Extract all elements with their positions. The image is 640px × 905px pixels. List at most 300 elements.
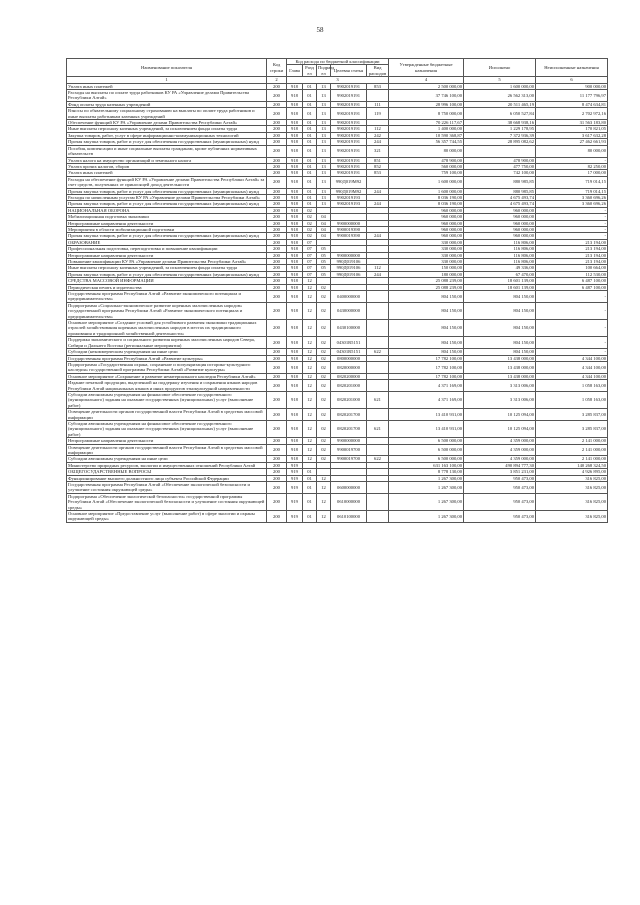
table-row (67, 188, 608, 194)
table-row (67, 259, 608, 265)
cell-approved: 631 163 100,00 (389, 462, 464, 468)
cell-unexecuted: 2 141 000,00 (536, 456, 608, 462)
cell-chapter: 918 (287, 207, 303, 213)
cell-unexecuted: 8 474 634,81 (536, 101, 608, 107)
cell-approved: 960 000,00 (389, 226, 464, 232)
cell-section: 01 (303, 101, 317, 107)
cell-type: 244 (367, 201, 389, 207)
cell-chapter: 918 (287, 108, 303, 120)
cell-target: 9900019390 (331, 226, 367, 232)
cell-code: 200 (267, 201, 287, 207)
cell-type: 852 (367, 163, 389, 169)
cell-section: 12 (303, 278, 317, 284)
col-number: 1 (67, 77, 267, 83)
cell-subsection: 12 (317, 511, 331, 523)
cell-code: 200 (267, 101, 287, 107)
cell-executed: 804 150,00 (464, 320, 536, 337)
cell-executed: 880 985,85 (464, 176, 536, 188)
header-budget-code: Код расхода по бюджетной классификации (287, 59, 389, 65)
cell-subsection: 13 (317, 90, 331, 102)
cell-subsection: 13 (317, 163, 331, 169)
cell-code: 200 (267, 139, 287, 145)
cell-approved: 1 600 000,00 (389, 176, 464, 188)
cell-code: 200 (267, 271, 287, 277)
header-subsection: Подразд ел (318, 65, 335, 76)
cell-code: 200 (267, 176, 287, 188)
cell-type: 244 (367, 271, 389, 277)
cell-code: 200 (267, 233, 287, 239)
cell-executed: 477 750,00 (464, 163, 536, 169)
cell-approved: 6 500 000,00 (389, 444, 464, 456)
col-number: 3 (287, 77, 389, 83)
cell-section: 01 (303, 145, 317, 157)
cell-unexecuted: 316 825,00 (536, 493, 608, 510)
cell-subsection: 02 (317, 302, 331, 319)
cell-executed: 4 359 000,00 (464, 438, 536, 444)
cell-subsection: 13 (317, 120, 331, 126)
cell-code: 200 (267, 493, 287, 510)
cell-subsection: 02 (317, 444, 331, 456)
cell-executed: 960 000,00 (464, 214, 536, 220)
cell-code: 200 (267, 320, 287, 337)
cell-chapter: 918 (287, 220, 303, 226)
cell-code: 200 (267, 207, 287, 213)
cell-subsection: 13 (317, 145, 331, 157)
table-row (67, 265, 608, 271)
cell-executed: 950 473,00 (464, 482, 536, 494)
cell-chapter: 918 (287, 252, 303, 258)
table-row (67, 456, 608, 462)
cell-name: Государственная программа Республики Алтай «Развитие культуры» (67, 355, 267, 361)
cell-section: 02 (303, 207, 317, 213)
col-number: 6 (536, 77, 608, 83)
cell-approved: 17 782 100,00 (389, 373, 464, 379)
cell-unexecuted: 2 702 972,16 (536, 108, 608, 120)
table-row (67, 409, 608, 421)
cell-target: 0820201000 (331, 380, 367, 392)
cell-chapter: 918 (287, 373, 303, 379)
cell-chapter: 919 (287, 469, 303, 475)
cell-approved: 759 100,00 (389, 170, 464, 176)
cell-unexecuted: - (536, 233, 608, 239)
cell-chapter: 918 (287, 355, 303, 361)
cell-type: 621 (367, 391, 389, 408)
cell-code: 200 (267, 482, 287, 494)
cell-target: 0820201700 (331, 409, 367, 421)
cell-type: 853 (367, 170, 389, 176)
cell-subsection: 13 (317, 157, 331, 163)
cell-approved: 330 000,00 (389, 246, 464, 252)
cell-target: 9902019193 (331, 194, 367, 200)
cell-type (367, 511, 389, 523)
cell-section: 01 (303, 157, 317, 163)
cell-chapter: 918 (287, 201, 303, 207)
cell-approved: 17 782 100,00 (389, 355, 464, 361)
cell-section: 01 (303, 511, 317, 523)
cell-code: 200 (267, 409, 287, 421)
cell-subsection: 13 (317, 108, 331, 120)
cell-chapter: 919 (287, 482, 303, 494)
cell-target: 0820201700 (331, 420, 367, 437)
cell-executed: 13 438 000,00 (464, 361, 536, 373)
cell-approved: 80 000,00 (389, 145, 464, 157)
cell-section: 12 (303, 438, 317, 444)
cell-type: 321 (367, 145, 389, 157)
table-row (67, 420, 608, 437)
cell-subsection: 02 (317, 391, 331, 408)
cell-unexecuted: 1 058 163,00 (536, 380, 608, 392)
cell-section: 12 (303, 302, 317, 319)
cell-section: 12 (303, 349, 317, 355)
cell-unexecuted: 316 825,00 (536, 482, 608, 494)
cell-executed: 960 000,00 (464, 220, 536, 226)
cell-approved: 17 782 100,00 (389, 361, 464, 373)
table-row (67, 438, 608, 444)
cell-chapter: 918 (287, 226, 303, 232)
table-row (67, 233, 608, 239)
cell-name: Расходы по начисленным услугам КУ РА «Управление делами Правительства Республики Алтай» (67, 194, 267, 200)
cell-name: Мобилизационная подготовка экономики (67, 214, 267, 220)
cell-subsection: 04 (317, 226, 331, 232)
cell-executed: 804 150,00 (464, 302, 536, 319)
table-row (67, 302, 608, 319)
cell-target: 9900000000 (331, 220, 367, 226)
cell-target: 0610100000 (331, 511, 367, 523)
table-row (67, 108, 608, 120)
cell-name: Прочая закупка товаров, работ и услуг для обеспечения государственных (муниципальных) нужд (67, 201, 267, 207)
cell-target: 9902019193 (331, 201, 367, 207)
cell-executed: 960 000,00 (464, 233, 536, 239)
cell-executed: 4 359 000,00 (464, 444, 536, 456)
cell-name: Прочая закупка товаров, работ и услуг для обеспечения государственных (муниципальных) нужд (67, 233, 267, 239)
cell-code: 200 (267, 361, 287, 373)
cell-code: 200 (267, 355, 287, 361)
cell-executed: 742 100,00 (464, 170, 536, 176)
cell-name: Обеспечение функций КУ РА «Управление делами Правительства Республики Алтай» (67, 120, 267, 126)
cell-code: 200 (267, 163, 287, 169)
cell-code: 200 (267, 469, 287, 475)
header-name: Наименование показателя (67, 59, 267, 77)
table-row (67, 220, 608, 226)
cell-name: Министерство природных ресурсов, экологии и имущественных отношений Республики Алтай (67, 462, 267, 468)
cell-name: Основное мероприятие «Сохранение и развитие нематериального наследия Республики Алтай» (67, 373, 267, 379)
cell-code: 200 (267, 194, 287, 200)
cell-section: 01 (303, 120, 317, 126)
table-row (67, 291, 608, 303)
cell-unexecuted: - (536, 320, 608, 337)
cell-approved: 330 000,00 (389, 239, 464, 245)
cell-type (367, 291, 389, 303)
cell-subsection: 12 (317, 482, 331, 494)
table-row (67, 201, 608, 207)
cell-unexecuted: 719 014,15 (536, 176, 608, 188)
cell-section: 01 (303, 126, 317, 132)
cell-chapter: 918 (287, 271, 303, 277)
cell-name: Прочая закупка товаров, работ и услуг для обеспечения государственных (муниципальных) нужд (67, 188, 267, 194)
cell-subsection: 04 (317, 214, 331, 220)
cell-chapter: 918 (287, 157, 303, 163)
cell-unexecuted: 1 058 163,00 (536, 391, 608, 408)
cell-executed: 490 894 777,30 (464, 462, 536, 468)
cell-approved: 8 778 130,00 (389, 469, 464, 475)
cell-target: 9900019700 (331, 456, 367, 462)
cell-chapter: 918 (287, 456, 303, 462)
cell-name: Иные выплаты персоналу казенных учреждений, за исключением фонда оплаты труда (67, 126, 267, 132)
cell-name: Функционирование высшего должностного лица субъекта Российской Федерации (67, 475, 267, 481)
cell-type (367, 176, 389, 188)
cell-section: 12 (303, 456, 317, 462)
cell-executed: 960 000,00 (464, 207, 536, 213)
cell-name: Уплата иных платежей (67, 170, 267, 176)
cell-name: Непрограммные направления деятельности (67, 252, 267, 258)
cell-executed: 804 150,00 (464, 349, 536, 355)
cell-executed: 116 806,00 (464, 246, 536, 252)
cell-subsection: 05 (317, 252, 331, 258)
cell-executed: 38 668 938,16 (464, 120, 536, 126)
cell-unexecuted: 6 487 100,00 (536, 284, 608, 290)
header-approved: Утвержденные бюджетные назначения (389, 59, 464, 77)
cell-section: 01 (303, 83, 317, 89)
cell-code: 200 (267, 83, 287, 89)
cell-name: Освещение деятельности органов государственной власти Республики Алтай в средствах массовой информации (67, 444, 267, 456)
cell-chapter: 918 (287, 320, 303, 337)
cell-section: 02 (303, 226, 317, 232)
cell-approved: 8 036 190,00 (389, 194, 464, 200)
cell-name: НАЦИОНАЛЬНАЯ ОБОРОНА (67, 207, 267, 213)
cell-type: 111 (367, 101, 389, 107)
cell-chapter: 918 (287, 349, 303, 355)
cell-type: 242 (367, 132, 389, 138)
cell-chapter: 918 (287, 83, 303, 89)
cell-chapter: 918 (287, 145, 303, 157)
cell-section: 01 (303, 493, 317, 510)
cell-type: 622 (367, 349, 389, 355)
cell-approved: 56 357 744,55 (389, 139, 464, 145)
cell-unexecuted: 17 000,00 (536, 170, 608, 176)
cell-subsection: 02 (317, 291, 331, 303)
cell-approved: 330 000,00 (389, 252, 464, 258)
table-row (67, 380, 608, 392)
cell-chapter: 918 (287, 265, 303, 271)
table-body (67, 83, 608, 522)
cell-approved: 180 000,00 (389, 271, 464, 277)
cell-approved: 37 746 100,00 (389, 90, 464, 102)
table-row (67, 271, 608, 277)
cell-executed (464, 145, 536, 157)
cell-executed: 3 313 006,00 (464, 391, 536, 408)
cell-section: 01 (303, 132, 317, 138)
cell-executed: 950 473,00 (464, 475, 536, 481)
cell-section: 01 (303, 201, 317, 207)
cell-chapter: 919 (287, 493, 303, 510)
cell-section: 07 (303, 271, 317, 277)
cell-section: 01 (303, 108, 317, 120)
cell-name: СРЕДСТВА МАССОВОЙ ИНФОРМАЦИИ (67, 278, 267, 284)
cell-name: Подпрограмма «Социально-экономическое развитие коренных малочисленных народов» государственной программы Республики Алтай «Развитие экономического потенциала и предпринимательства» (67, 302, 267, 319)
cell-chapter: 918 (287, 188, 303, 194)
cell-unexecuted: - (536, 226, 608, 232)
cell-subsection: 13 (317, 132, 331, 138)
cell-code: 200 (267, 456, 287, 462)
cell-unexecuted: - (536, 349, 608, 355)
cell-target: 9902019191 (331, 170, 367, 176)
cell-subsection: 13 (317, 101, 331, 107)
cell-executed: 950 473,00 (464, 493, 536, 510)
cell-unexecuted: 2 141 000,00 (536, 438, 608, 444)
cell-code: 200 (267, 302, 287, 319)
cell-chapter: 918 (287, 246, 303, 252)
cell-unexecuted: 213 194,00 (536, 259, 608, 265)
cell-chapter: 918 (287, 259, 303, 265)
cell-code: 200 (267, 265, 287, 271)
cell-executed: 880 985,85 (464, 188, 536, 194)
cell-name: Расходы на выплаты по оплате труда работников КУ РА «Управление делами Правительства Республики Алтай» (67, 90, 267, 102)
cell-name: Прочая закупка товаров, работ и услуг для обеспечения государственных (муниципальных) нужд (67, 139, 267, 145)
cell-chapter: 918 (287, 444, 303, 456)
cell-section: 12 (303, 420, 317, 437)
cell-subsection: 05 (317, 265, 331, 271)
cell-section: 12 (303, 373, 317, 379)
cell-executed: 1 229 178,95 (464, 126, 536, 132)
cell-section: 01 (303, 163, 317, 169)
cell-code: 200 (267, 475, 287, 481)
cell-unexecuted: 316 825,00 (536, 511, 608, 523)
cell-code: 200 (267, 278, 287, 284)
cell-subsection: 02 (317, 380, 331, 392)
cell-type (367, 482, 389, 494)
cell-unexecuted: 140 268 324,50 (536, 462, 608, 468)
cell-approved: 8 750 000,00 (389, 108, 464, 120)
cell-approved: 150 000,00 (389, 265, 464, 271)
cell-executed: 4 675 493,74 (464, 194, 536, 200)
cell-target: 0400000000 (331, 291, 367, 303)
cell-target: 0820000000 (331, 361, 367, 373)
cell-executed: 49 336,00 (464, 265, 536, 271)
cell-section: 07 (303, 252, 317, 258)
cell-code: 200 (267, 462, 287, 468)
cell-code: 200 (267, 391, 287, 408)
cell-section: 01 (303, 139, 317, 145)
cell-approved: 8 036 190,00 (389, 201, 464, 207)
table-row (67, 373, 608, 379)
cell-unexecuted: - (536, 302, 608, 319)
cell-executed: 10 125 094,00 (464, 420, 536, 437)
cell-chapter: 918 (287, 126, 303, 132)
table-row (67, 444, 608, 456)
cell-code: 200 (267, 226, 287, 232)
cell-unexecuted: - (536, 157, 608, 163)
cell-target: 9902019191 (331, 126, 367, 132)
cell-target: 04301R5151 (331, 337, 367, 349)
cell-subsection: 02 (317, 284, 331, 290)
cell-executed: 804 150,00 (464, 291, 536, 303)
budget-table (66, 58, 608, 523)
header-executed: Исполнено (464, 59, 536, 77)
cell-approved: 13 410 931,00 (389, 420, 464, 437)
cell-unexecuted: 4 926 895,00 (536, 469, 608, 475)
cell-unexecuted: 11 177 796,97 (536, 90, 608, 102)
col-number: 4 (389, 77, 464, 83)
cell-executed: 18 601 139,00 (464, 278, 536, 284)
cell-name: Мероприятия в области мобилизационной подготовки (67, 226, 267, 232)
table-row (67, 176, 608, 188)
cell-type: 244 (367, 188, 389, 194)
cell-executed: 4 675 493,74 (464, 201, 536, 207)
cell-code: 200 (267, 120, 287, 126)
cell-subsection: 13 (317, 126, 331, 132)
cell-type: 119 (367, 108, 389, 120)
cell-target: 0600000000 (331, 482, 367, 494)
cell-section: 07 (303, 265, 317, 271)
cell-approved: 330 000,00 (389, 259, 464, 265)
cell-code: 200 (267, 246, 287, 252)
cell-type: 244 (367, 233, 389, 239)
cell-unexecuted: 213 194,00 (536, 246, 608, 252)
cell-target: 9900000000 (331, 252, 367, 258)
cell-executed: 116 806,00 (464, 239, 536, 245)
table-row (67, 493, 608, 510)
cell-approved: 1 267 300,00 (389, 482, 464, 494)
cell-unexecuted: 4 344 100,00 (536, 355, 608, 361)
cell-section: 02 (303, 220, 317, 226)
cell-section: 12 (303, 337, 317, 349)
cell-name: Основное мероприятие «Создание условий для устойчивого развития экономики традиционных отраслей хозяйствования коренных малочисленных народов в местах их традиционного проживания и традиционной хозяйственной деятельности» (67, 320, 267, 337)
cell-code: 200 (267, 214, 287, 220)
cell-unexecuted: - (536, 220, 608, 226)
cell-chapter: 918 (287, 194, 303, 200)
cell-name: Уплата прочих налогов, сборов (67, 163, 267, 169)
cell-section: 01 (303, 194, 317, 200)
cell-chapter: 918 (287, 120, 303, 126)
cell-unexecuted: 170 821,05 (536, 126, 608, 132)
cell-executed: 116 806,00 (464, 259, 536, 265)
cell-unexecuted: 3 360 696,26 (536, 194, 608, 200)
cell-name: Поддержка экономического и социального развития коренных малочисленных народов Севера, Сибири и Дальнего Востока (региональные мероприятия) (67, 337, 267, 349)
cell-executed: 478 900,00 (464, 157, 536, 163)
cell-target: 0430000000 (331, 302, 367, 319)
cell-approved: 6 500 000,00 (389, 438, 464, 444)
cell-executed: 67 470,00 (464, 271, 536, 277)
cell-executed: 116 806,00 (464, 252, 536, 258)
cell-unexecuted: 27 462 661,93 (536, 139, 608, 145)
cell-unexecuted: 6 487 100,00 (536, 278, 608, 284)
header-chapter: Глава (287, 65, 303, 77)
cell-unexecuted: 900 000,00 (536, 83, 608, 89)
cell-unexecuted: 719 014,15 (536, 188, 608, 194)
cell-section: 12 (303, 380, 317, 392)
cell-unexecuted: 3 360 696,26 (536, 201, 608, 207)
page-number: 58 (316, 26, 324, 34)
cell-approved: 560 000,00 (389, 163, 464, 169)
cell-code: 200 (267, 444, 287, 456)
cell-code: 200 (267, 157, 287, 163)
table-row (67, 101, 608, 107)
cell-approved: 2 500 000,00 (389, 83, 464, 89)
cell-chapter: 918 (287, 291, 303, 303)
cell-target: 9900019700 (331, 444, 367, 456)
table-row (67, 145, 608, 157)
cell-code: 200 (267, 145, 287, 157)
cell-name: ОБЩЕГОСУДАРСТВЕННЫЕ ВОПРОСЫ (67, 469, 267, 475)
cell-target: 9902019191 (331, 132, 367, 138)
col-number: 2 (267, 77, 287, 83)
cell-section: 01 (303, 469, 317, 475)
cell-unexecuted: 112 530,00 (536, 271, 608, 277)
cell-target: 990Д019106 (331, 271, 367, 277)
cell-name: Государственная программа Республики Алтай «Обеспечение экологической безопасности и улучшение состояния окружающей среды» (67, 482, 267, 494)
cell-target: 0610000000 (331, 493, 367, 510)
cell-chapter: 918 (287, 302, 303, 319)
